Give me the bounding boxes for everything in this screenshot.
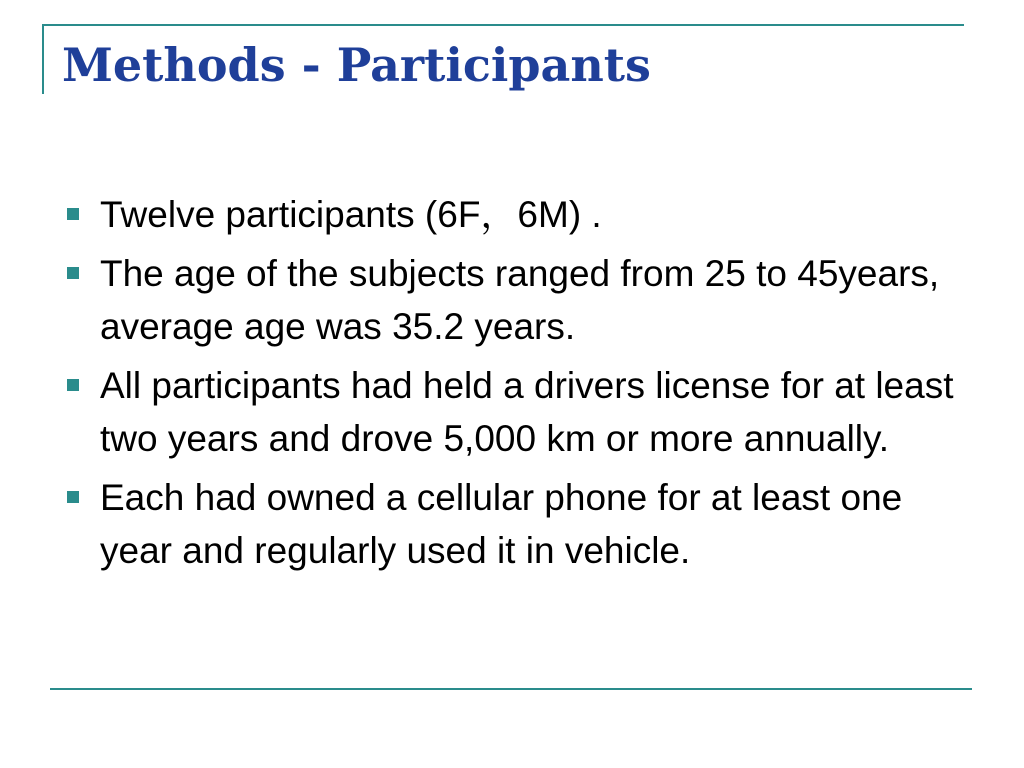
square-bullet-icon [67,491,79,503]
bullet-text: Twelve participants (6F，6M) . [100,194,602,235]
bullet-item [64,471,964,577]
title-frame-top-line [42,24,964,26]
bullet-text: All participants had held a drivers license for at least two years and drove 5,000 km or more annually. [100,365,954,459]
bullet-item [64,247,964,353]
bullet-item [64,188,964,241]
bullet-list [64,188,964,583]
bullet-text: The age of the subjects ranged from 25 to 45years, average age was 35.2 years. [100,253,940,347]
square-bullet-icon [67,267,79,279]
square-bullet-icon [67,379,79,391]
bullet-item [64,359,964,465]
bullet-text: Each had owned a cellular phone for at least one year and regularly used it in vehicle. [100,477,903,571]
title-frame-left-line [42,24,44,94]
footer-divider-line [50,688,972,690]
square-bullet-icon [67,208,79,220]
slide-title: Methods - Participants [62,38,651,92]
